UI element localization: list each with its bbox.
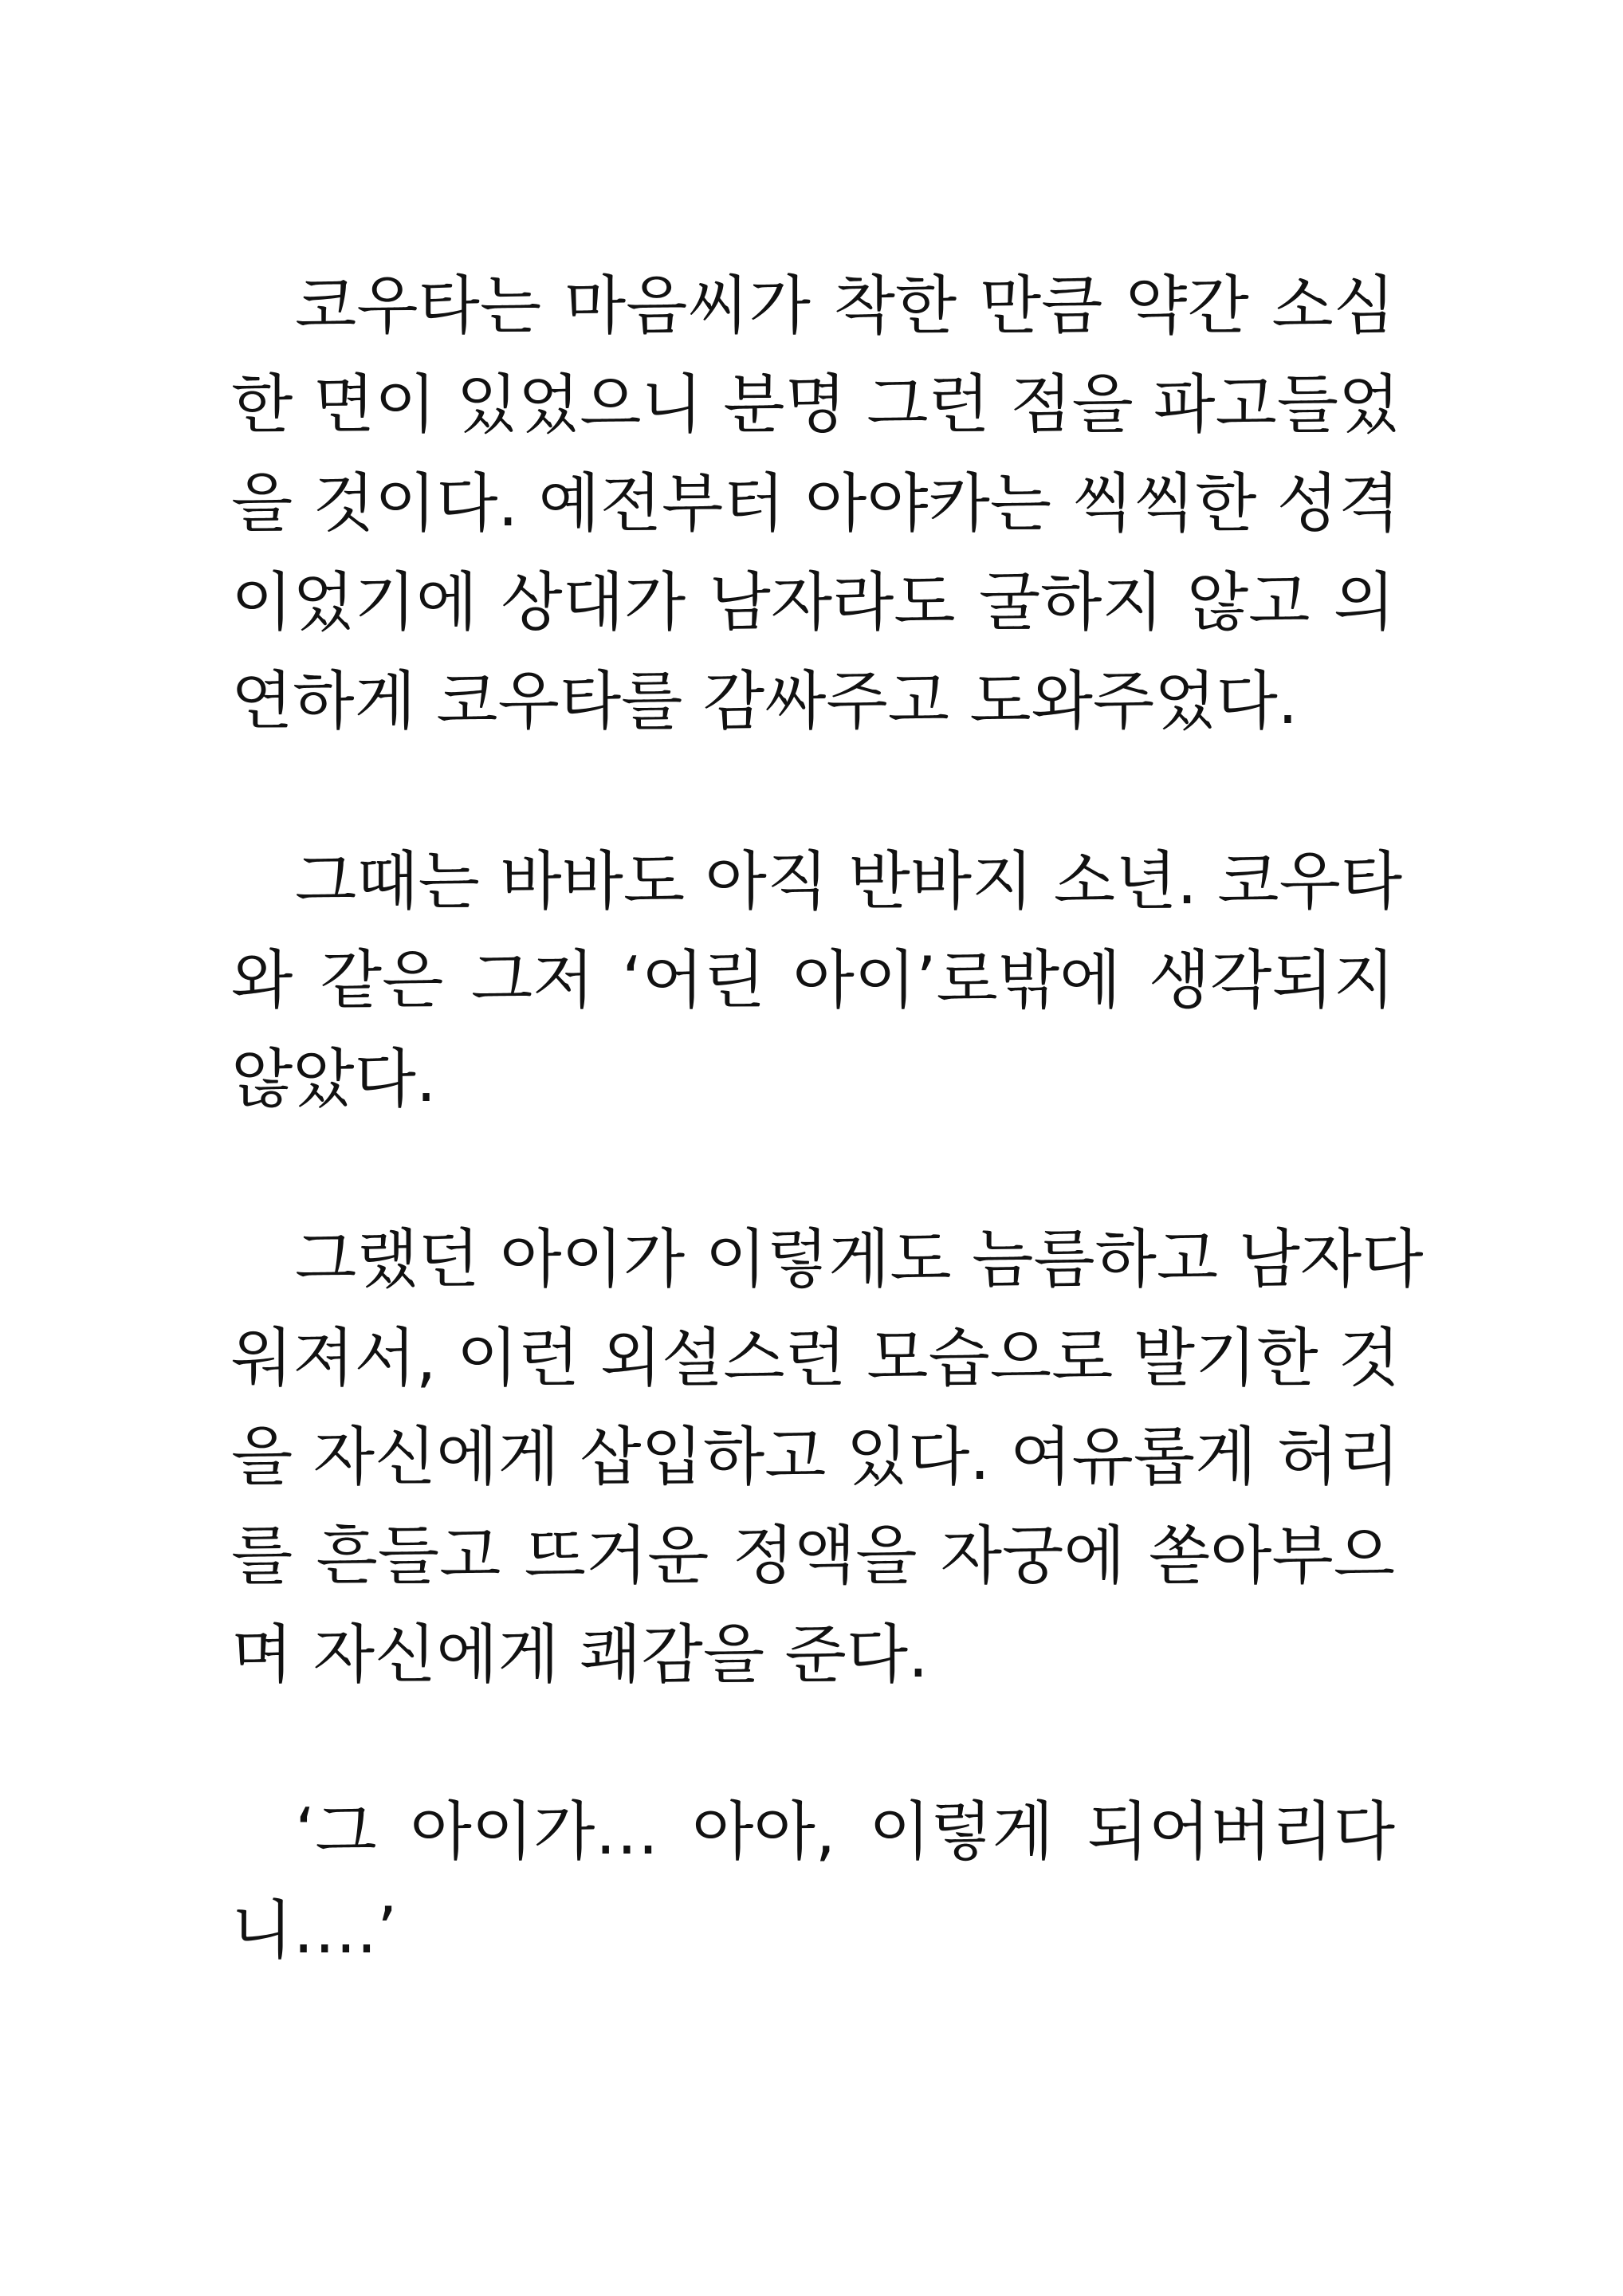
- paragraph-line: 와 같은 그저 ‘어린 아이’로밖에 생각되지: [231, 943, 1395, 1017]
- paragraph-3: [231, 1210, 1424, 1704]
- paragraph-line: 이었기에 상대가 남자라도 굴하지 않고 의: [231, 565, 1395, 639]
- paragraph-line: 그랬던 아이가 이렇게도 늠름하고 남자다: [295, 1222, 1424, 1296]
- paragraph-line: 그때는 바바도 아직 반바지 소년. 코우타: [295, 844, 1403, 918]
- paragraph-line: 을 자신에게 삽입하고 있다. 여유롭게 허리: [231, 1420, 1401, 1494]
- paragraph-line: 한 면이 있었으니 분명 그런 점을 파고들었: [231, 368, 1401, 442]
- paragraph-line: 며 자신에게 쾌감을 준다.: [231, 1618, 929, 1692]
- paragraph-line: 을 것이다. 예전부터 아야카는 씩씩한 성격: [231, 466, 1401, 541]
- paragraph-1: [231, 257, 1401, 751]
- paragraph-2: [231, 832, 1403, 1129]
- paragraph-line: 니….’: [231, 1893, 398, 1968]
- paragraph-line: 않았다.: [231, 1042, 437, 1116]
- paragraph-line: 코우타는 마음씨가 착한 만큼 약간 소심: [295, 269, 1395, 343]
- paragraph-line: 를 흔들고 뜨거운 정액을 자궁에 쏟아부으: [231, 1519, 1395, 1593]
- paragraph-line: 워져서, 이런 외설스런 모습으로 발기한 것: [231, 1321, 1401, 1395]
- paragraph-4: [231, 1783, 1395, 1980]
- paragraph-line: ‘그 아이가… 아아, 이렇게 되어버리다: [295, 1795, 1395, 1869]
- paragraph-line: 연하게 코우타를 감싸주고 도와주었다.: [231, 664, 1299, 738]
